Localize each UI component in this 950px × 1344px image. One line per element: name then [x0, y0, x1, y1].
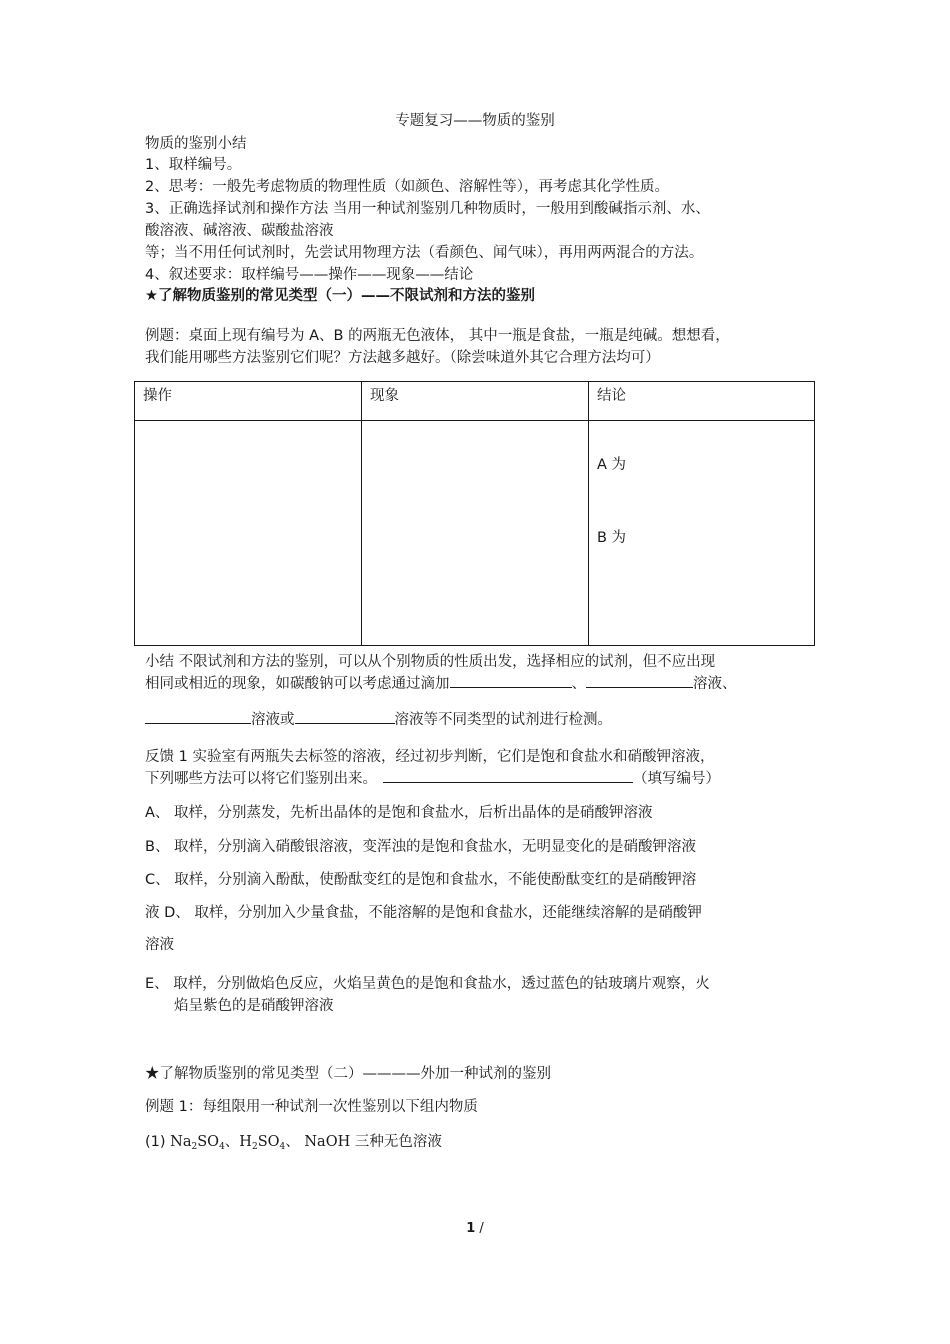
example-line-2: 我们能用哪些方法鉴别它们呢？方法越多越好。（除尝味道外其它合理方法均可） [145, 350, 660, 366]
summary-item-3-cont: 酸溶液、碱溶液、碳酸盐溶液 [145, 223, 334, 239]
option-e-cont: 焰呈紫色的是硝酸钾溶液 [174, 998, 334, 1014]
table-cell-conclusion[interactable] [589, 421, 815, 646]
summary-item-2: 2、思考：一般先考虑物质的物理性质（如颜色、溶解性等），再考虑其化学性质。 [145, 179, 669, 195]
fill-blank-answer[interactable] [383, 768, 633, 783]
summary-heading: 物质的鉴别小结 [145, 136, 247, 152]
conclusion-b: B 为 [597, 530, 627, 546]
fill-blank-1[interactable] [450, 673, 572, 688]
table-cell-phenomenon[interactable] [362, 421, 589, 646]
summary-item-4: 4、叙述要求：取样编号——操作——现象——结论 [145, 267, 474, 283]
option-a: A、 取样，分别蒸发，先析出晶体的是饱和食盐水，后析出晶体的是硝酸钾溶液 [145, 805, 653, 821]
conclusion-a: A 为 [597, 457, 627, 473]
section1-heading: ★了解物质鉴别的常见类型（一）——不限试剂和方法的鉴别 [145, 288, 535, 304]
xiaojie-line-3: 溶液或 溶液等不同类型的试剂进行检测。 [145, 708, 612, 729]
option-c: C、 取样，分别滴入酚酞，使酚酞变红的是饱和食盐水，不能使酚酞变红的是硝酸钾溶 [145, 872, 697, 888]
summary-item-3: 3、正确选择试剂和操作方法 当用一种试剂鉴别几种物质时，一般用到酸碱指示剂、水、 [145, 201, 710, 217]
option-d-cont: 溶液 [145, 937, 174, 953]
section2-heading: ★了解物质鉴别的常见类型（二）————外加一种试剂的鉴别 [145, 1066, 551, 1082]
table-header-operation: 操作 [135, 382, 362, 421]
example-line-1: 例题：桌面上现有编号为 A、B 的两瓶无色液体， 其中一瓶是食盐，一瓶是纯碱。想想看， [145, 328, 730, 344]
feedback1-line-1: 反馈 1 实验室有两瓶失去标签的溶液，经过初步判断，它们是饱和食盐水和硝酸钾溶液， [145, 749, 715, 765]
fill-blank-4[interactable] [295, 709, 395, 724]
page-title: 专题复习——物质的鉴别 [395, 113, 555, 129]
feedback1-line-2: 下列哪些方法可以将它们鉴别出来。 （填写编号） [145, 767, 720, 788]
section2-item-1: (1) $Na_2SO_4$、$H_2SO_4$、 NaOH 三种无色溶液 [145, 1134, 442, 1152]
table-header-conclusion: 结论 [589, 382, 815, 421]
table-header-phenomenon: 现象 [362, 382, 589, 421]
summary-item-3-cont2: 等；当不用任何试剂时，先尝试用物理方法（看颜色、闻气味），再用两两混合的方法。 [145, 245, 704, 261]
option-e: E、 取样，分别做焰色反应，火焰呈黄色的是饱和食盐水，透过蓝色的钴玻璃片观察，火 [145, 976, 710, 992]
xiaojie-line-1: 小结 不限试剂和方法的鉴别，可以从个别物质的性质出发，选择相应的试剂，但不应出现 [145, 654, 716, 670]
xiaojie-line-2: 相同或相近的现象，如碳酸钠可以考虑通过滴加 、 溶液、 [145, 672, 737, 693]
fill-blank-2[interactable] [586, 673, 693, 688]
fill-blank-3[interactable] [145, 709, 251, 724]
table-cell-operation[interactable] [135, 421, 362, 646]
option-d: 液 D、 取样，分别加入少量食盐，不能溶解的是饱和食盐水，还能继续溶解的是硝酸钾 [145, 905, 702, 921]
answer-table [134, 381, 815, 646]
section2-example: 例题 1：每组限用一种试剂一次性鉴别以下组内物质 [145, 1099, 478, 1115]
page-number: 1 / [466, 1221, 484, 1236]
summary-item-1: 1、取样编号。 [145, 157, 242, 173]
option-b: B、 取样，分别滴入硝酸银溶液，变浑浊的是饱和食盐水，无明显变化的是硝酸钾溶液 [145, 839, 697, 855]
